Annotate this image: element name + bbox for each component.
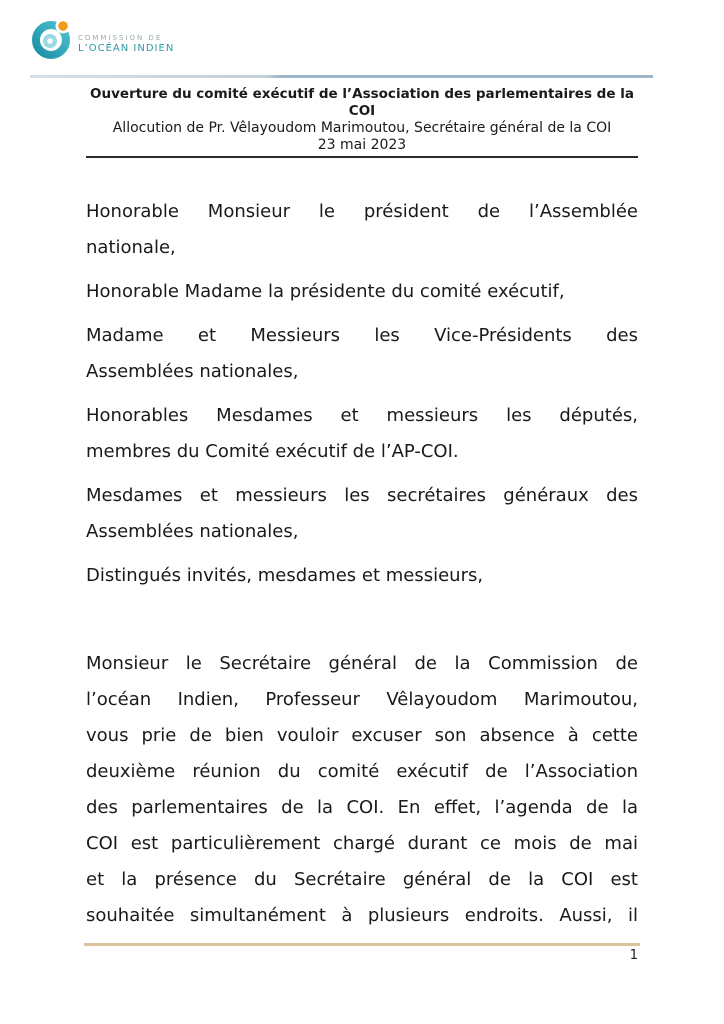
- text-line: Madame et Messieurs les Vice-Présidents des: [86, 325, 638, 346]
- text-line: deuxième réunion du comité exécutif de l’Association: [86, 761, 638, 782]
- paragraph: [86, 478, 638, 550]
- document-date: 23 mai 2023: [317, 137, 407, 153]
- paragraph: [86, 318, 638, 390]
- text-line: Mesdames et messieurs les secrétaires généraux des: [86, 485, 638, 506]
- paragraph: [86, 558, 638, 594]
- text-line: Monsieur le Secrétaire général de la Commission de: [86, 653, 638, 674]
- text-line: COI est particulièrement chargé durant ce mois de mai: [86, 833, 638, 854]
- coi-logo-icon: [30, 16, 74, 62]
- logo-org-line1: COMMISSION DE: [78, 33, 163, 42]
- text-line: nationale,: [86, 237, 176, 258]
- footer-rule: [84, 943, 640, 946]
- paragraph: [86, 646, 638, 934]
- page-number: 1: [629, 948, 638, 963]
- logo-org-line2: L’OCÉAN INDIEN: [78, 42, 175, 54]
- text-line: des parlementaires de la COI. En effet, l’agenda de la: [86, 797, 638, 818]
- top-rule: [30, 75, 653, 78]
- text-line: Honorable Madame la présidente du comité exécutif,: [86, 281, 565, 302]
- coi-logo-text: [78, 24, 174, 55]
- text-line: Assemblées nationales,: [86, 521, 299, 542]
- text-line: Distingués invités, mesdames et messieurs,: [86, 565, 484, 586]
- text-line: et la présence du Secrétaire général de la COI est: [86, 869, 638, 890]
- paragraph-spacer: [86, 602, 638, 638]
- text-line: membres du Comité exécutif de l’AP-COI.: [86, 441, 459, 462]
- document-body: [86, 158, 638, 942]
- paragraph: [86, 194, 638, 266]
- coi-logo: [30, 16, 174, 62]
- document-title-line2: COI: [348, 103, 376, 119]
- document-header: [86, 86, 638, 158]
- text-line: Honorables Mesdames et messieurs les députés,: [86, 405, 638, 426]
- text-line: Assemblées nationales,: [86, 361, 299, 382]
- paragraph: [86, 398, 638, 470]
- document-subtitle: Allocution de Pr. Vêlayoudom Marimoutou, Secrétaire général de la COI: [112, 120, 612, 136]
- text-line: souhaitée simultanément à plusieurs endroits. Aussi, il: [86, 905, 638, 926]
- text-line: l’océan Indien, Professeur Vêlayoudom Marimoutou,: [86, 689, 638, 710]
- text-line: Honorable Monsieur le président de l’Assemblée: [86, 201, 638, 222]
- paragraph: [86, 274, 638, 310]
- document-title-line1: Ouverture du comité exécutif de l’Association des parlementaires de la: [90, 86, 634, 102]
- text-line: vous prie de bien vouloir excuser son absence à cette: [86, 725, 638, 746]
